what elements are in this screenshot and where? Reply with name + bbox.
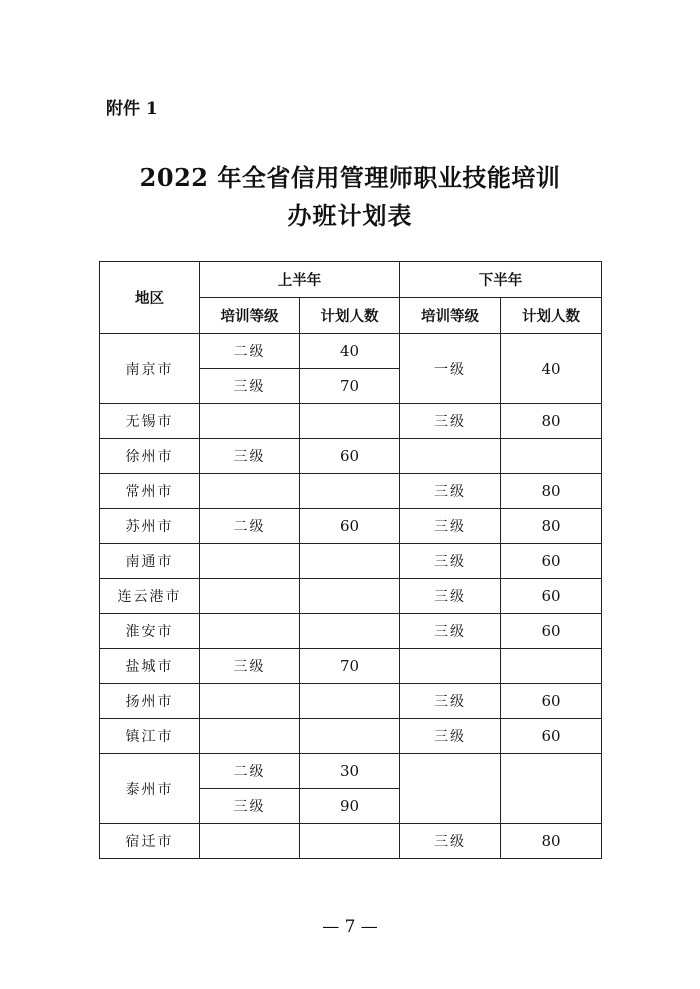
h1-count-cell [300, 719, 400, 754]
header-h2-count: 计划人数 [501, 298, 602, 334]
table-row [100, 649, 602, 684]
h2-level-cell: 一级 [400, 334, 501, 404]
table-row [100, 544, 602, 579]
region-cell: 镇江市 [100, 719, 200, 754]
region-cell: 宿迁市 [100, 824, 200, 859]
table-row [100, 754, 602, 789]
header-second-half: 下半年 [400, 262, 602, 298]
region-cell: 苏州市 [100, 509, 200, 544]
h1-count-cell [300, 544, 400, 579]
h1-count-cell [300, 824, 400, 859]
h1-level-cell [200, 404, 300, 439]
document-subtitle: 办班计划表 [287, 201, 413, 230]
h2-count-cell [501, 439, 602, 474]
h2-count-cell [501, 649, 602, 684]
header-h1-count: 计划人数 [300, 298, 400, 334]
h2-level-cell [400, 649, 501, 684]
h1-level-cell [200, 684, 300, 719]
document-title: 2022 年全省信用管理师职业技能培训 [139, 163, 561, 192]
h1-level-cell [200, 719, 300, 754]
h1-count-cell [300, 579, 400, 614]
table-row [100, 684, 602, 719]
h1-level-cell [200, 579, 300, 614]
h2-level-cell: 三级 [400, 614, 501, 649]
h2-level-cell: 三级 [400, 824, 501, 859]
h1-level-cell: 三级 [200, 369, 300, 404]
h1-count-cell: 60 [300, 509, 400, 544]
h1-count-cell: 30 [300, 754, 400, 789]
table-row [100, 404, 602, 439]
region-cell: 连云港市 [100, 579, 200, 614]
h2-level-cell [400, 439, 501, 474]
region-cell: 盐城市 [100, 649, 200, 684]
h2-level-cell: 三级 [400, 404, 501, 439]
h1-count-cell: 40 [300, 334, 400, 369]
h1-count-cell [300, 684, 400, 719]
region-cell: 徐州市 [100, 439, 200, 474]
header-h2-level: 培训等级 [400, 298, 501, 334]
h1-count-cell [300, 614, 400, 649]
h2-level-cell: 三级 [400, 474, 501, 509]
h2-level-cell: 三级 [400, 544, 501, 579]
table-row [100, 334, 602, 369]
h1-level-cell [200, 474, 300, 509]
table-row [100, 439, 602, 474]
h1-level-cell [200, 614, 300, 649]
h1-level-cell [200, 824, 300, 859]
h1-level-cell: 二级 [200, 509, 300, 544]
h2-count-cell: 60 [501, 719, 602, 754]
h2-level-cell: 三级 [400, 509, 501, 544]
region-cell: 常州市 [100, 474, 200, 509]
h1-count-cell: 70 [300, 649, 400, 684]
h2-count-cell: 60 [501, 579, 602, 614]
h2-level-cell: 三级 [400, 719, 501, 754]
h2-count-cell: 40 [501, 334, 602, 404]
region-cell: 南通市 [100, 544, 200, 579]
table-row [100, 509, 602, 544]
h2-count-cell: 80 [501, 824, 602, 859]
h2-count-cell [501, 754, 602, 824]
h1-level-cell: 二级 [200, 334, 300, 369]
h2-count-cell: 80 [501, 509, 602, 544]
attachment-label: 附件 1 [106, 99, 158, 119]
h2-count-cell: 60 [501, 544, 602, 579]
region-cell: 无锡市 [100, 404, 200, 439]
table-row [100, 824, 602, 859]
training-plan-table [99, 261, 602, 859]
header-region: 地区 [100, 262, 200, 334]
page-number: — 7 — [322, 917, 378, 937]
region-cell: 扬州市 [100, 684, 200, 719]
h1-level-cell: 三级 [200, 649, 300, 684]
h1-count-cell [300, 404, 400, 439]
table-row [100, 474, 602, 509]
h2-level-cell: 三级 [400, 684, 501, 719]
h2-count-cell: 80 [501, 474, 602, 509]
h1-count-cell: 60 [300, 439, 400, 474]
table-row [100, 579, 602, 614]
header-h1-level: 培训等级 [200, 298, 300, 334]
h2-level-cell [400, 754, 501, 824]
h1-level-cell: 三级 [200, 789, 300, 824]
h2-level-cell: 三级 [400, 579, 501, 614]
h1-level-cell: 二级 [200, 754, 300, 789]
region-cell: 南京市 [100, 334, 200, 404]
header-first-half: 上半年 [200, 262, 400, 298]
h1-count-cell: 90 [300, 789, 400, 824]
h1-count-cell: 70 [300, 369, 400, 404]
h2-count-cell: 80 [501, 404, 602, 439]
region-cell: 淮安市 [100, 614, 200, 649]
table-row [100, 614, 602, 649]
h1-level-cell [200, 544, 300, 579]
region-cell: 泰州市 [100, 754, 200, 824]
h1-count-cell [300, 474, 400, 509]
h2-count-cell: 60 [501, 684, 602, 719]
h1-level-cell: 三级 [200, 439, 300, 474]
h2-count-cell: 60 [501, 614, 602, 649]
table-row [100, 719, 602, 754]
